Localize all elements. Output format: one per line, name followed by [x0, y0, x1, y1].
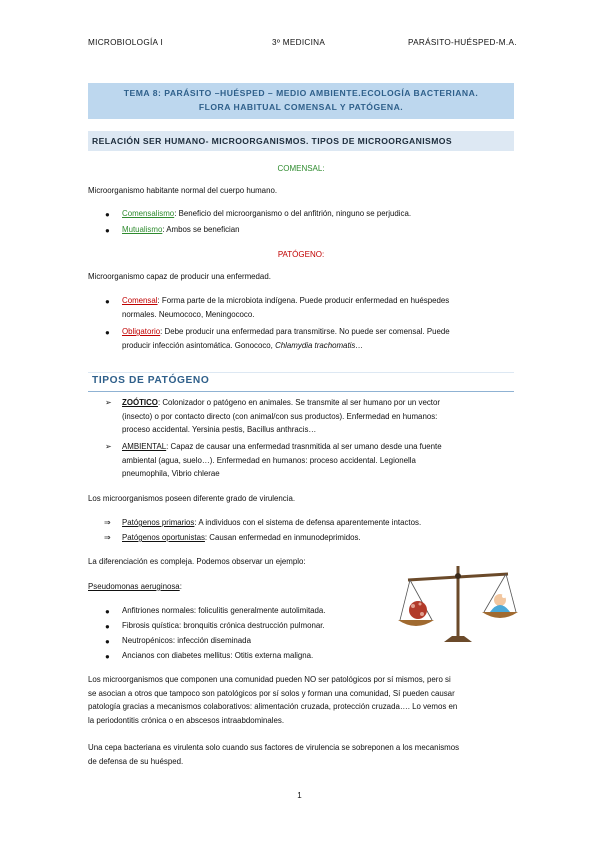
- complex-text: La diferenciación es compleja. Podemos observar un ejemplo:: [88, 557, 306, 566]
- virulencia-item-2: [122, 531, 361, 545]
- virus-icon: [409, 601, 427, 619]
- text: Una cepa bacteriana es virulenta solo cuando sus factores de virulencia se sobreponen a los mecanismos: [88, 743, 460, 752]
- text: normales. Neumococo, Meningococo.: [122, 309, 255, 319]
- term: AMBIENTAL: [122, 442, 167, 451]
- text: : Beneficio del microorganismo o del anfitrión, ninguno se perjudica.: [174, 209, 412, 218]
- pseudomonas-heading: [88, 580, 182, 594]
- term: Mutualismo: [122, 225, 163, 234]
- bullet-icon: ●: [105, 607, 110, 616]
- text: patología gracias a mecanismos colaborativos: alimentación cruzada, protección cruzada…. Lo vemos en: [88, 702, 458, 711]
- bullet-icon: ●: [105, 622, 110, 631]
- header-topic: PARÁSITO-HUÉSPED-M.A.: [408, 38, 517, 47]
- term: Patógenos primarios: [122, 518, 195, 527]
- text: : Ambos se benefician: [162, 225, 240, 234]
- paragraph-virulence: [88, 741, 514, 768]
- term: ZOÓTICO: [122, 398, 158, 407]
- header-subject: MICROBIOLOGÍA I: [88, 38, 164, 47]
- double-arrow-icon: ⇒: [104, 533, 111, 542]
- tipo-ambiental: [122, 440, 514, 481]
- balance-scale-illustration: [398, 560, 518, 644]
- document-title: [88, 83, 514, 119]
- text: proceso accidental. Yersinia pestis, Bacillus anthracis…: [122, 425, 317, 434]
- virulencia-item-1: [122, 516, 421, 530]
- comensal-item-2: [122, 223, 240, 237]
- text: : Colonizador o patógeno en animales. Se transmite al ser humano por un vector: [157, 398, 440, 407]
- patogeno-item-2: [122, 325, 514, 352]
- term: Patógenos oportunistas: [122, 533, 205, 542]
- text: :: [179, 582, 182, 591]
- title-line-1: TEMA 8: PARÁSITO –HUÉSPED – MEDIO AMBIENTE.ECOLOGÍA BACTERIANA.: [123, 88, 479, 98]
- text: la periodontitis crónica o en abscesos intraabdominales.: [88, 715, 285, 725]
- tipo-zootico: [122, 396, 514, 437]
- arrow-bullet-icon: ➢: [105, 398, 112, 407]
- pseudomonas-item: Ancianos con diabetes mellitus: Otitis externa maligna.: [122, 651, 314, 660]
- bullet-icon: ●: [105, 226, 110, 235]
- comensal-item-1: [122, 207, 411, 221]
- bullet-icon: ●: [105, 210, 110, 219]
- bullet-icon: ●: [105, 297, 110, 306]
- section-heading: RELACIÓN SER HUMANO- MICROORGANISMOS. TIPOS DE MICROORGANISMOS: [88, 131, 514, 151]
- text: de defensa de su huésped.: [88, 756, 184, 766]
- text: pneumophila, Vibrio chlerae: [122, 469, 220, 478]
- pseudomonas-item: Fibrosis quística: bronquitis crónica destrucción pulmonar.: [122, 621, 325, 630]
- header-course: 3º MEDICINA: [272, 38, 326, 47]
- term: Pseudomonas aeruginosa: [88, 582, 180, 591]
- text: (insecto) o por contacto directo (con animal/con sus productos). Enfermedad en humanos:: [122, 411, 438, 421]
- tipos-heading: TIPOS DE PATÓGENO: [92, 375, 210, 386]
- arrow-bullet-icon: ➢: [105, 442, 112, 451]
- text: : Capaz de causar una enfermedad trasnmitida al ser umano desde una fuente: [166, 442, 442, 451]
- comensal-definition: Microorganismo habitante normal del cuerpo humano.: [88, 186, 278, 195]
- term: Comensalismo: [122, 209, 175, 218]
- text: Los microorganismos que componen una comunidad pueden NO ser patológicos por sí mismos, pero si: [88, 675, 451, 684]
- pseudomonas-item: Neutropénicos: infección diseminada: [122, 636, 251, 645]
- term: Obligatorio: [122, 327, 161, 336]
- page-number: 1: [297, 791, 302, 800]
- bullet-icon: ●: [105, 652, 110, 661]
- text: ambiental (agua, suelo…). Enfermedad en humanos: proceso accidental. Legionella: [122, 455, 416, 465]
- text: producir infección asintomática. Gonococo,: [122, 340, 276, 350]
- text: : A individuos con el sistema de defensa aparentemente intactos.: [194, 518, 422, 527]
- bullet-icon: ●: [105, 328, 110, 337]
- title-line-2: FLORA HABITUAL COMENSAL Y PATÓGENA.: [198, 102, 404, 112]
- bullet-icon: ●: [105, 637, 110, 646]
- text: se asocian a otros que tampoco son patológicos por sí solos y forman una comunidad, Sí pueden causar: [88, 688, 455, 698]
- pseudomonas-item: Anfitriones normales: foliculitis generalmente autolimitada.: [122, 606, 326, 615]
- italic-text: Chlamydia trachomatis…: [275, 340, 364, 350]
- term: Comensal: [122, 296, 158, 305]
- patogeno-definition: Microorganismo capaz de producir una enfermedad.: [88, 272, 271, 281]
- text: : Causan enfermedad en inmunodeprimidos.: [204, 533, 361, 542]
- comensal-heading: COMENSAL:: [277, 164, 325, 173]
- patogeno-heading: PATÓGENO:: [277, 250, 325, 259]
- tipos-heading-box: [88, 372, 514, 392]
- text: : Debe producir una enfermedad para transmitirse. No puede ser comensal. Puede: [160, 327, 450, 336]
- double-arrow-icon: ⇒: [104, 518, 111, 527]
- patogeno-item-1: [122, 294, 514, 321]
- virulencia-intro: Los microorganismos poseen diferente grado de virulencia.: [88, 494, 296, 503]
- text: : Forma parte de la microbiota indígena. Puede producir enfermedad en huéspedes: [157, 296, 450, 305]
- paragraph-communities: [88, 673, 514, 727]
